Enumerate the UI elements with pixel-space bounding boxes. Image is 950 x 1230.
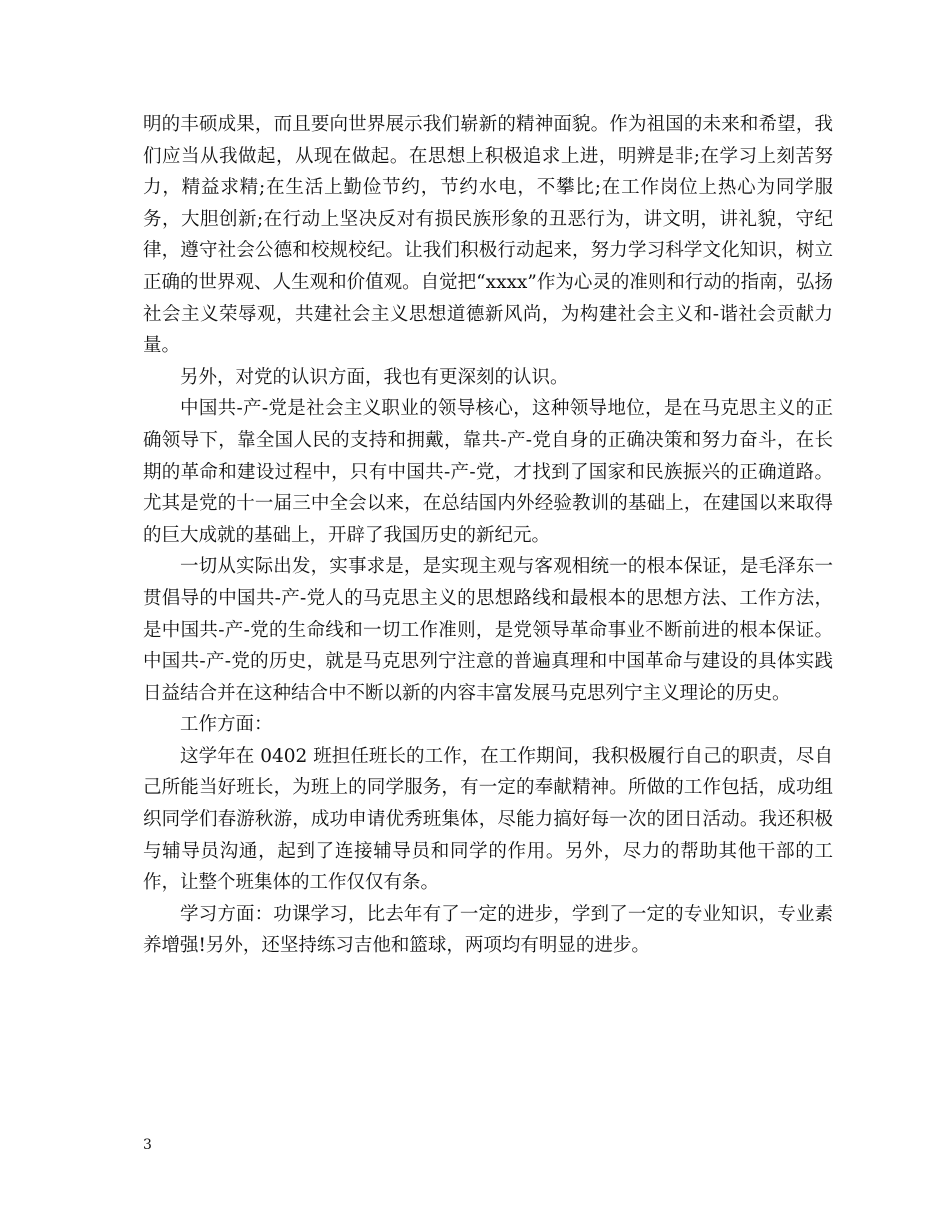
text-line: 作方法，是中国共-产-党的生命线和一切工作准则，是党领导革命事业不断前进 bbox=[143, 587, 833, 641]
text-line: 化知识，树立正确的世界观、人生观和价值观。自觉把“xxxx”作为心灵的准则 bbox=[143, 240, 833, 293]
paragraph bbox=[143, 109, 833, 362]
document-body bbox=[143, 109, 833, 962]
text-line: 我还积极与辅导员沟通，起到了连接辅导员和同学的作用。另外，尽力的帮助其 bbox=[143, 809, 833, 862]
paragraph bbox=[143, 899, 833, 962]
text-line: 中国共-产-党是社会主义职业的领导核心，这种领导地位，是在马克思主义 bbox=[180, 398, 796, 420]
paragraph bbox=[143, 551, 833, 709]
text-line: 学习方面：功课学习，比去年有了一定的进步，学到了一定的专业知识，专 bbox=[180, 903, 796, 925]
text-line: 工作方面： bbox=[180, 714, 273, 736]
paragraph bbox=[143, 362, 833, 394]
text-line: 与建设的具体实践日益结合并在这种结合中不断以新的内容丰富发展马克思列宁 bbox=[143, 651, 833, 704]
text-line: 的根本保证。中国共-产-党的历史，就是马克思列宁注意的普遍真理和中国革命 bbox=[143, 619, 833, 673]
text-line: 的正确道路。尤其是党的十一届三中全会以来，在总结国内外经验教训的基础上， bbox=[143, 461, 833, 515]
text-line: 东一贯倡导的中国共-产-党人的马克思主义的思想路线和最根本的思想方法、工 bbox=[143, 556, 833, 609]
text-line: 的正确领导下，靠全国人民的支持和拥戴，靠共-产-党自身的正确决策和努力奋 bbox=[143, 398, 833, 451]
text-line: 业素养增强!另外，还坚持练习吉他和篮球，两项均有明显的进步。 bbox=[143, 903, 833, 957]
text-line: 自己所能当好班长，为班上的同学服务，有一定的奉献精神。所做的工作包括， bbox=[143, 745, 833, 799]
text-line: 同学服务，大胆创新;在行动上坚决反对有损民族形象的丑恶行为，讲文明，讲礼 bbox=[143, 177, 833, 230]
text-line: 明的丰硕成果，而且要向世界展示我们崭新的精神面貌。作为祖国的未来和希望， bbox=[143, 114, 815, 135]
text-line: 一切从实际出发，实事求是，是实现主观与客观相统一的根本保证，是毛泽 bbox=[180, 556, 796, 578]
text-line: 苦努力，精益求精;在生活上勤俭节约，节约水电，不攀比;在工作岗位上热心为 bbox=[143, 145, 833, 199]
text-line: 另外，对党的认识方面，我也有更深刻的认识。 bbox=[180, 366, 569, 388]
text-line: 成功组织同学们春游秋游，成功申请优秀班集体，尽能力搞好每一次的团日活动。 bbox=[143, 777, 833, 831]
text-line: 斗，在长期的革命和建设过程中，只有中国共-产-党，才找到了国家和民族振兴 bbox=[143, 429, 833, 483]
text-line: 主义理论的历史。 bbox=[642, 682, 791, 704]
text-line: 我们应当从我做起，从现在做起。在思想上积极追求上进，明辨是非;在学习上刻 bbox=[143, 114, 833, 167]
text-line: 和行动的指南，弘扬社会主义荣辱观，共建社会主义思想道德新风尚，为构建社 bbox=[143, 271, 833, 325]
text-line: 会主义和-谐社会贡献力量。 bbox=[143, 303, 833, 357]
text-line: 这学年在 0402 班担任班长的工作，在工作期间，我积极履行自己的职责，尽 bbox=[180, 745, 815, 767]
paragraph bbox=[143, 741, 833, 899]
text-line: 在建国以来取得的巨大成就的基础上，开辟了我国历史的新纪元。 bbox=[143, 493, 833, 546]
paragraph bbox=[143, 393, 833, 551]
text-line: 他干部的工作，让整个班集体的工作仅仅有条。 bbox=[143, 840, 833, 894]
text-line: 貌，守纪律，遵守社会公德和校规校纪。让我们积极行动起来，努力学习科学文 bbox=[143, 208, 833, 262]
paragraph bbox=[143, 709, 833, 741]
page-number: 3 bbox=[143, 1137, 152, 1153]
